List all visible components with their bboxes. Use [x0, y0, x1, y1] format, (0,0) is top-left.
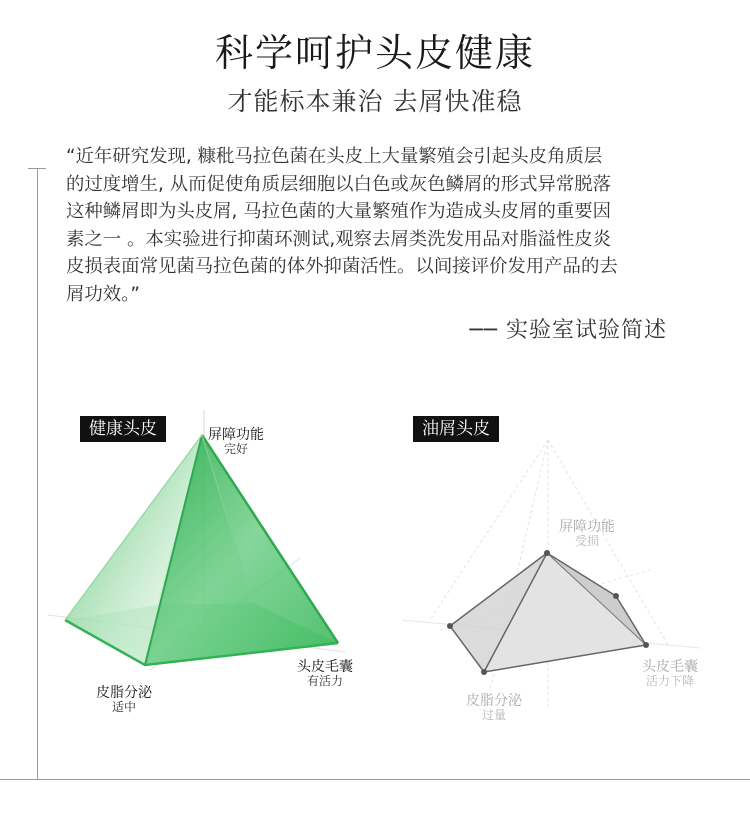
vertex-marker	[544, 550, 550, 556]
left-rule-tick	[28, 168, 46, 169]
healthy-sebum-label	[96, 685, 152, 715]
healthy-scalp-pyramid	[48, 410, 345, 670]
oily-barrier-label	[559, 519, 615, 549]
quote-line: 素之一 。本实验进行抑菌环测试,观察去屑类洗发用品对脂溢性皮炎	[66, 228, 612, 250]
healthy-follicle-label	[297, 659, 353, 689]
label-status: 过量	[481, 708, 506, 723]
label-title: 头皮毛囊	[297, 659, 353, 675]
oily-scalp-tag: 油屑头皮	[413, 416, 499, 442]
page-title: 科学呵护头皮健康	[214, 31, 535, 75]
oily-sebum-label	[466, 693, 522, 723]
quote-line: 这种鳞屑即为头皮屑, 马拉色菌的大量繁殖作为造成头皮屑的重要因	[66, 201, 612, 222]
label-title: 皮脂分泌	[466, 693, 522, 709]
healthy-barrier-label	[208, 427, 264, 457]
label-title: 屏障功能	[559, 519, 615, 535]
label-status: 适中	[111, 700, 136, 715]
vertex-marker	[643, 642, 649, 648]
oily-follicle-label	[642, 659, 698, 689]
quote-line: “近年研究发现, 糠秕马拉色菌在头皮上大量繁殖会引起头皮角质层	[66, 146, 603, 167]
quote-source: ── 实验室试验简述	[469, 318, 667, 343]
label-status: 活力下降	[645, 674, 694, 689]
vertex-marker	[481, 669, 487, 675]
label-title: 皮脂分泌	[96, 685, 152, 701]
label-status: 有活力	[306, 674, 343, 689]
quote-line: 屑功效。”	[66, 283, 140, 305]
page-subtitle: 才能标本兼治 去屑快准稳	[227, 87, 523, 116]
quote-line: 的过度增生, 从而促使角质层细胞以白色或灰色鳞屑的形式异常脱落	[66, 173, 612, 195]
quote-line: 皮损表面常见菌马拉色菌的体外抑菌活性。以间接评价发用产品的去	[66, 256, 618, 277]
vertex-marker	[613, 593, 619, 599]
label-status: 受损	[574, 534, 599, 549]
label-title: 头皮毛囊	[642, 659, 698, 675]
healthy-scalp-tag: 健康头皮	[80, 416, 166, 442]
bottom-horizontal-rule	[0, 779, 750, 780]
scalp-comparison-diagram	[0, 380, 750, 760]
label-status: 完好	[223, 442, 248, 457]
research-quote	[66, 143, 674, 308]
label-title: 屏障功能	[208, 427, 264, 443]
vertex-marker	[447, 623, 453, 629]
